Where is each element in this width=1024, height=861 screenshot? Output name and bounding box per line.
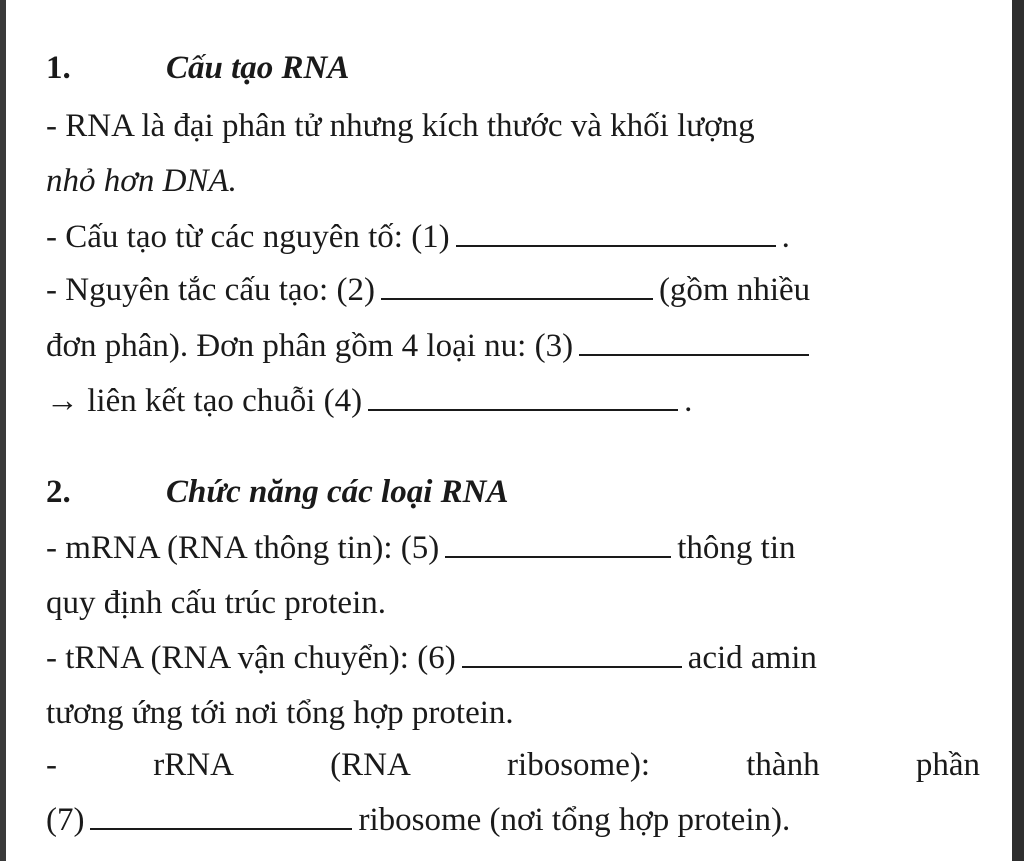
section2-line1-end: thông tin	[677, 530, 796, 566]
section1-line6	[46, 373, 980, 429]
section2-line6	[46, 792, 980, 848]
section1-title: Cấu tạo RNA	[166, 50, 350, 86]
section2-line3	[46, 630, 980, 686]
section2-line2: quy định cấu trúc protein.	[46, 585, 386, 621]
section1-line4-text: - Nguyên tắc cấu tạo: (2)	[46, 272, 375, 308]
section2-line1	[46, 520, 980, 576]
section1-line5-text: đơn phân). Đơn phân gồm 4 loại nu: (3)	[46, 328, 574, 364]
blank-2[interactable]	[381, 268, 653, 300]
section1-number: 1.	[46, 50, 71, 86]
section1-line6-text: → liên kết tạo chuỗi (4)	[46, 383, 363, 419]
section1-line2: nhỏ hơn DNA.	[46, 163, 237, 199]
section2-line4: tương ứng tới nơi tổng hợp protein.	[46, 695, 514, 731]
section1-line6-end: .	[684, 383, 693, 419]
blank-7[interactable]	[90, 798, 352, 830]
section1-line4-end: (gồm nhiều	[658, 272, 811, 308]
rrna-word-dash: -	[46, 747, 57, 783]
section2-line1-text: - mRNA (RNA thông tin): (5)	[46, 530, 440, 566]
blank-1[interactable]	[456, 215, 776, 247]
rrna-word-rrna: rRNA	[153, 747, 234, 783]
section2-line5	[46, 737, 980, 793]
rrna-word-ribosome: ribosome):	[507, 747, 651, 783]
section1-heading	[46, 40, 980, 96]
section1-line3	[46, 209, 980, 265]
rrna-word-thanh: thành	[746, 747, 820, 783]
section2-heading	[46, 464, 980, 520]
section2-title: Chức năng các loại RNA	[166, 474, 509, 510]
blank-4[interactable]	[368, 379, 678, 411]
rrna-word-phan: phần	[915, 747, 980, 783]
blank-6[interactable]	[462, 636, 682, 668]
left-frame-edge	[0, 0, 6, 861]
blank-5[interactable]	[445, 526, 671, 558]
section1-line3-text: - Cấu tạo từ các nguyên tố: (1)	[46, 219, 450, 255]
section2-line3-text: - tRNA (RNA vận chuyển): (6)	[46, 640, 456, 676]
section2-line6-text: (7)	[46, 802, 85, 838]
section2-number: 2.	[46, 474, 71, 510]
rrna-word-rna: (RNA	[330, 747, 411, 783]
section1-line1: - RNA là đại phân tử nhưng kích thước và khối lượng	[46, 108, 755, 144]
section1-line3-end: .	[781, 219, 790, 255]
section2-line6-end: ribosome (nơi tổng hợp protein).	[358, 802, 791, 838]
right-frame-edge	[1012, 0, 1024, 861]
section2-line3-end: acid amin	[687, 640, 817, 676]
blank-3[interactable]	[579, 324, 809, 356]
section1-line4	[46, 262, 980, 318]
section1-line5	[46, 318, 980, 374]
